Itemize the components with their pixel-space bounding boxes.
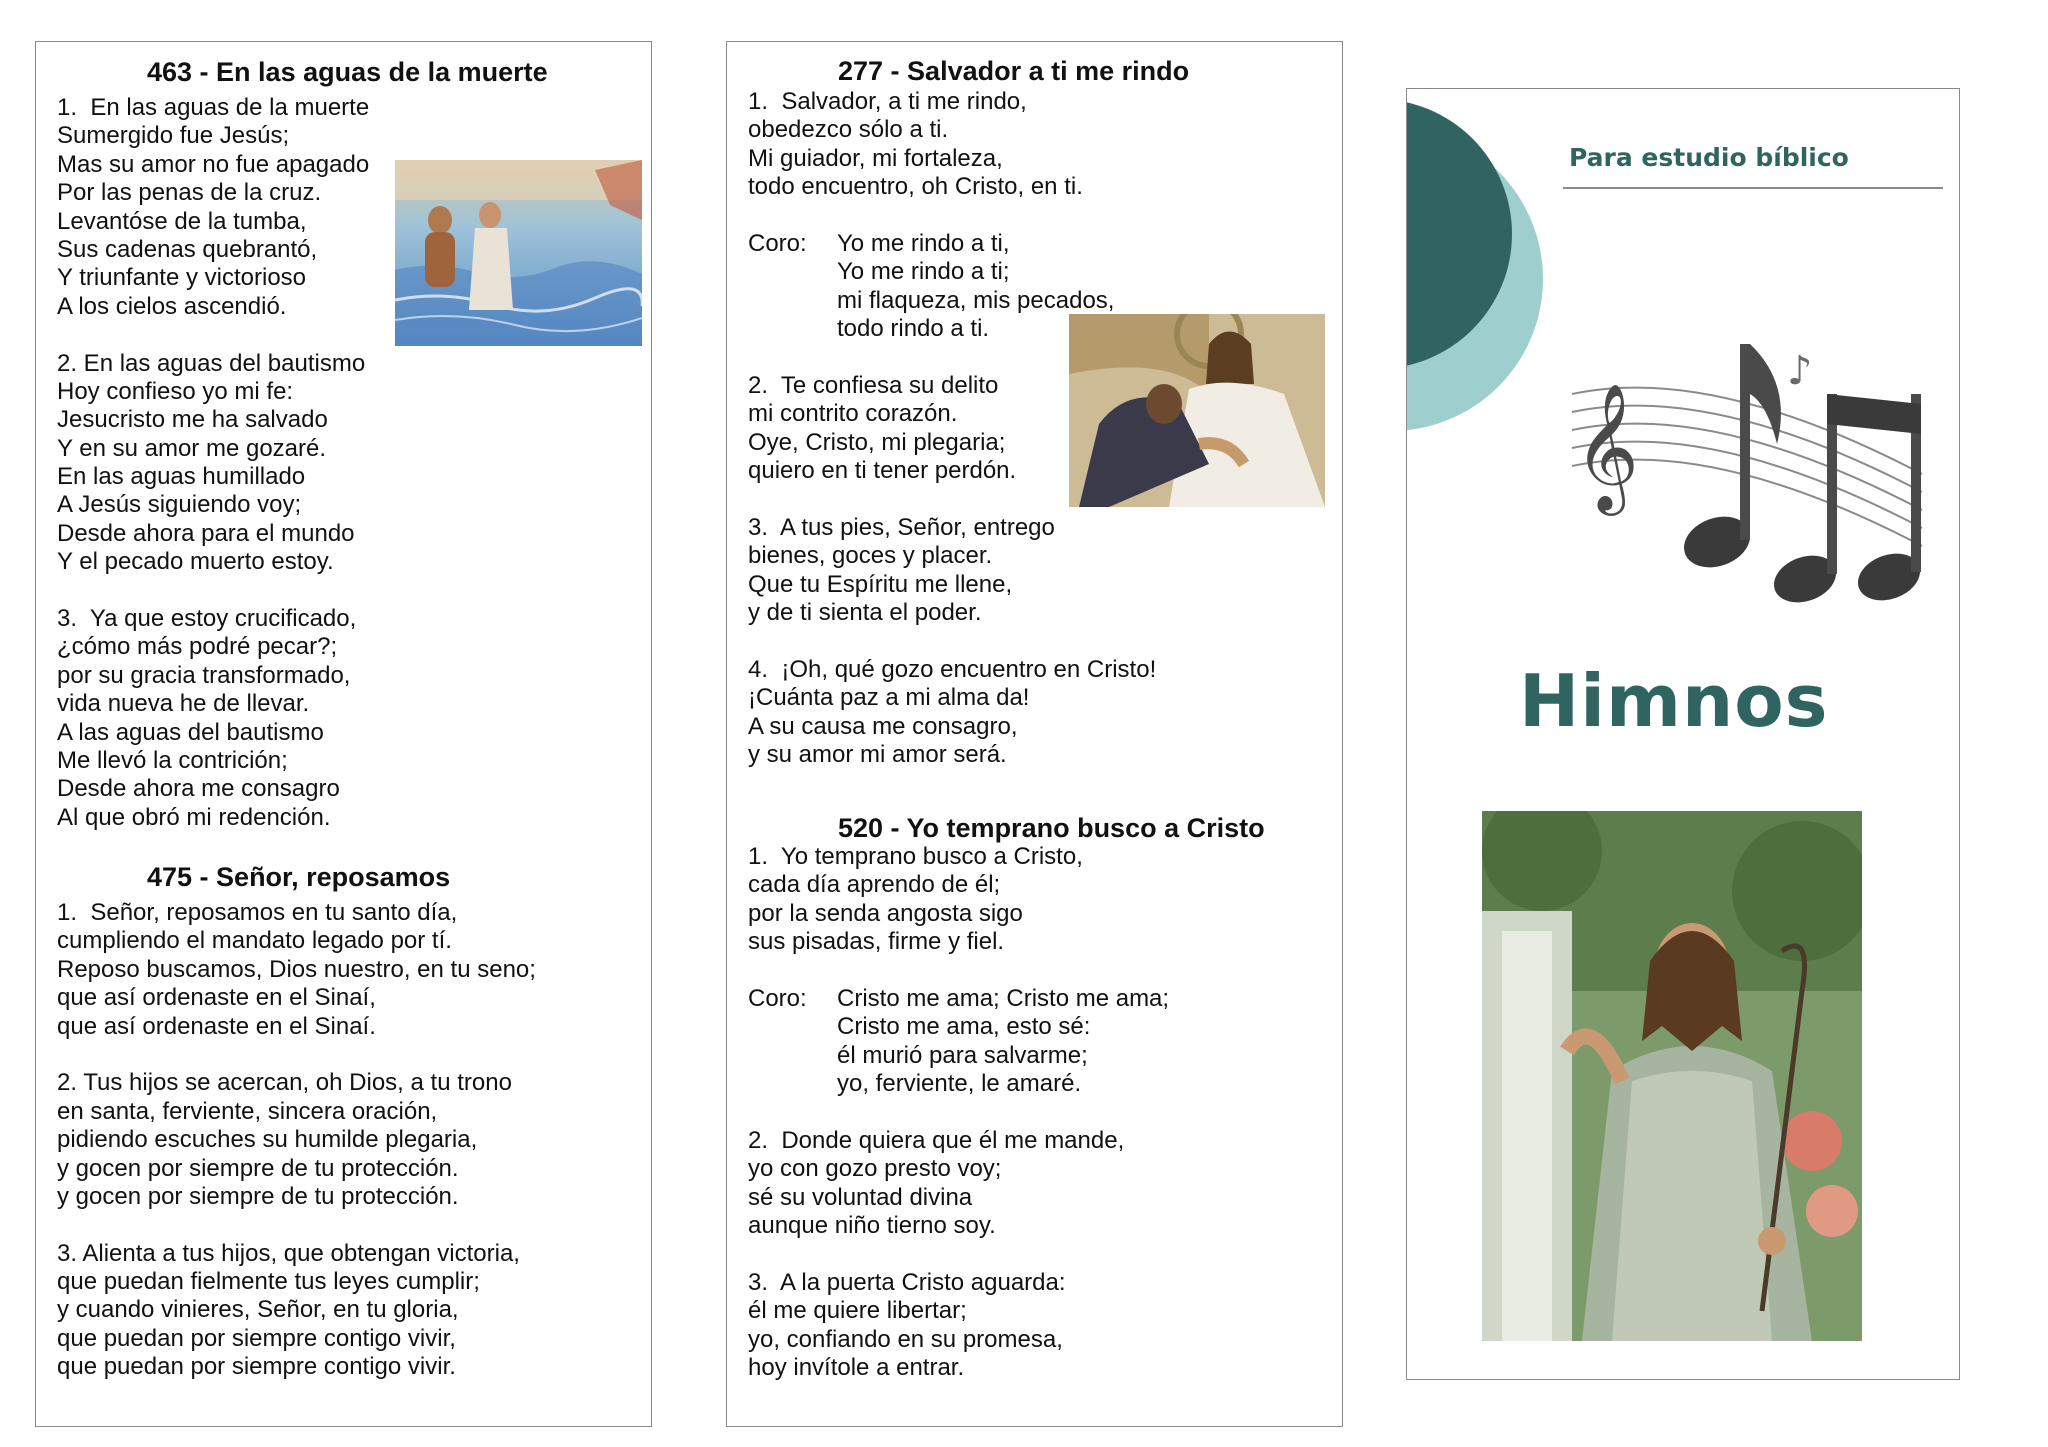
- svg-text:♪: ♪: [1787, 348, 1813, 394]
- lyric-line: 4. ¡Oh, qué gozo encuentro en Cristo!: [748, 655, 1157, 683]
- lyric-line: ¡Cuánta paz a mi alma da!: [748, 684, 1030, 712]
- lyric-line: y de ti sienta el poder.: [748, 599, 982, 627]
- lyric-line: Y el pecado muerto estoy.: [57, 548, 334, 576]
- cover-subtitle: Para estudio bíblico: [1569, 143, 1849, 172]
- hymn-520-title: 520 - Yo temprano busco a Cristo: [838, 813, 1265, 843]
- music-notes-icon: [1562, 324, 1932, 614]
- blank-line: [748, 1241, 1124, 1269]
- lyric-line: yo, ferviente, le amaré.: [837, 1070, 1082, 1098]
- hymn-520-verses: [748, 1127, 1124, 1383]
- blank-line: [57, 321, 369, 349]
- lyric-line: yo con gozo presto voy;: [748, 1155, 1002, 1183]
- lyric-line: obedezco sólo a ti.: [748, 116, 949, 144]
- lyric-line: A las aguas del bautismo: [57, 718, 324, 746]
- hymn-475-lyrics: [57, 899, 536, 1382]
- lyric-line: él me quiere libertar;: [748, 1297, 967, 1325]
- hymn-277-title: 277 - Salvador a ti me rindo: [838, 56, 1190, 86]
- lyric-line: Hoy confieso yo mi fe:: [57, 377, 294, 405]
- lyric-line: cada día aprendo de él;: [748, 871, 1001, 899]
- hymn-463-title: 463 - En las aguas de la muerte: [147, 57, 548, 87]
- lyric-line: 3. Alienta a tus hijos, que obtengan victoria,: [57, 1239, 520, 1267]
- lyric-line: 1. Yo temprano busco a Cristo,: [748, 843, 1083, 870]
- lyric-line: y gocen por siempre de tu protección.: [57, 1182, 459, 1210]
- panel-left: [35, 41, 652, 1427]
- lyric-line: él murió para salvarme;: [837, 1041, 1088, 1069]
- lyric-line: En las aguas humillado: [57, 463, 306, 491]
- lyric-line: 2. En las aguas del bautismo: [57, 349, 366, 377]
- lyric-line: que así ordenaste en el Sinaí,: [57, 984, 376, 1012]
- svg-text:𝄞: 𝄞: [1574, 382, 1640, 510]
- cover-panel: [1406, 88, 1960, 1380]
- lyric-line: Mas su amor no fue apagado: [57, 150, 370, 178]
- lyric-line: y gocen por siempre de tu protección.: [57, 1154, 459, 1182]
- lyric-line: y su amor mi amor será.: [748, 741, 1007, 769]
- lyric-line: 2. Tus hijos se acercan, oh Dios, a tu trono: [57, 1069, 512, 1097]
- lyric-line: Mi guiador, mi fortaleza,: [748, 144, 1003, 172]
- lyric-line: 3. A la puerta Cristo aguarda:: [748, 1268, 1066, 1296]
- hymn-277-coro-label: Coro:: [748, 230, 807, 257]
- lyric-line: A Jesús siguiendo voy;: [57, 491, 302, 519]
- lyric-line: todo rindo a ti.: [837, 315, 990, 343]
- jesus-shepherd-illustration: [1482, 811, 1862, 1341]
- lyric-line: Yo me rindo a ti,: [837, 230, 1010, 257]
- lyric-line: hoy invítole a entrar.: [748, 1354, 965, 1382]
- lyric-line: ¿cómo más podré pecar?;: [57, 633, 338, 661]
- lyric-line: vida nueva he de llevar.: [57, 690, 310, 718]
- hymn-463-lyrics: [57, 94, 369, 832]
- jesus-comforting-illustration: [1069, 314, 1325, 507]
- lyric-line: y cuando vinieres, Señor, en tu gloria,: [57, 1296, 459, 1324]
- lyric-line: Desde ahora me consagro: [57, 775, 340, 803]
- lyric-line: aunque niño tierno soy.: [748, 1212, 996, 1240]
- subtitle-divider: [1563, 187, 1943, 189]
- lyric-line: por la senda angosta sigo: [748, 899, 1023, 927]
- panel-middle: [726, 41, 1343, 1427]
- blank-line: [748, 628, 1156, 656]
- lyric-line: A los cielos ascendió.: [57, 292, 287, 320]
- lyric-line: Levantóse de la tumba,: [57, 207, 307, 235]
- lyric-line: sé su voluntad divina: [748, 1183, 973, 1211]
- hymn-475-title: 475 - Señor, reposamos: [147, 862, 451, 892]
- lyric-line: que puedan fielmente tus leyes cumplir;: [57, 1268, 480, 1296]
- lyric-line: Sumergido fue Jesús;: [57, 122, 290, 150]
- lyric-line: Desde ahora para el mundo: [57, 519, 355, 547]
- lyric-line: Me llevó la contrición;: [57, 746, 288, 774]
- lyric-line: en santa, ferviente, sincera oración,: [57, 1097, 438, 1125]
- hymn-520-coro-label: Coro:: [748, 985, 807, 1012]
- lyric-line: bienes, goces y placer.: [748, 542, 993, 570]
- lyric-line: Cristo me ama, esto sé:: [837, 1013, 1091, 1041]
- hymn-520-verse1: [748, 843, 1083, 957]
- lyric-line: Cristo me ama; Cristo me ama;: [837, 985, 1170, 1012]
- lyric-line: 1. Señor, reposamos en tu santo día,: [57, 899, 458, 926]
- hymn-520-coro: [837, 985, 1169, 1099]
- cover-title: Himnos: [1519, 659, 1829, 743]
- lyric-line: A su causa me consagro,: [748, 712, 1018, 740]
- lyric-line: Por las penas de la cruz.: [57, 179, 322, 207]
- lyric-line: Jesucristo me ha salvado: [57, 406, 328, 434]
- lyric-line: que así ordenaste en el Sinaí.: [57, 1012, 376, 1040]
- lyric-line: 2. Donde quiera que él me mande,: [748, 1127, 1125, 1154]
- lyric-line: Reposo buscamos, Dios nuestro, en tu seno;: [57, 955, 536, 983]
- lyric-line: Oye, Cristo, mi plegaria;: [748, 428, 1006, 456]
- lyric-line: que puedan por siempre contigo vivir,: [57, 1324, 456, 1352]
- lyric-line: sus pisadas, firme y fiel.: [748, 928, 1005, 956]
- lyric-line: quiero en ti tener perdón.: [748, 457, 1017, 485]
- lyric-line: pidiendo escuches su humilde plegaria,: [57, 1126, 478, 1154]
- lyric-line: todo encuentro, oh Cristo, en ti.: [748, 173, 1083, 201]
- lyric-line: que puedan por siempre contigo vivir.: [57, 1353, 456, 1381]
- lyric-line: 1. En las aguas de la muerte: [57, 94, 370, 121]
- lyric-line: mi contrito corazón.: [748, 400, 958, 428]
- lyric-line: Y triunfante y victorioso: [57, 264, 307, 292]
- lyric-line: 1. Salvador, a ti me rindo,: [748, 88, 1027, 115]
- blank-line: [57, 1211, 536, 1239]
- lyric-line: 2. Te confiesa su delito: [748, 372, 999, 399]
- lyric-line: 3. Ya que estoy crucificado,: [57, 605, 357, 633]
- lyric-line: Y en su amor me gozaré.: [57, 434, 327, 462]
- lyric-line: yo, confiando en su promesa,: [748, 1325, 1063, 1353]
- hymn-277-verse1: [748, 88, 1083, 202]
- baptism-illustration: [395, 160, 642, 346]
- lyric-line: Sus cadenas quebrantó,: [57, 235, 318, 263]
- lyric-line: Que tu Espíritu me llene,: [748, 570, 1013, 598]
- lyric-line: Yo me rindo a ti;: [837, 258, 1010, 286]
- lyric-line: 3. A tus pies, Señor, entrego: [748, 513, 1055, 541]
- lyric-line: por su gracia transformado,: [57, 661, 351, 689]
- blank-line: [57, 577, 369, 605]
- lyric-line: cumpliendo el mandato legado por tí.: [57, 927, 452, 955]
- lyric-line: mi flaqueza, mis pecados,: [837, 286, 1115, 314]
- lyric-line: Al que obró mi redención.: [57, 803, 331, 831]
- decorative-circles: [1407, 89, 1567, 449]
- blank-line: [57, 1041, 536, 1069]
